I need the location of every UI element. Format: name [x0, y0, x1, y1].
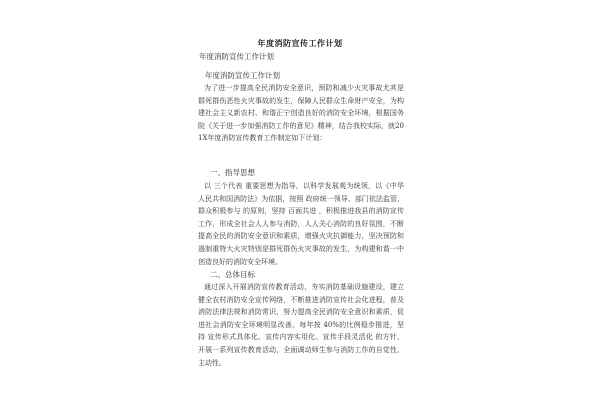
intro-paragraph: 为了进一步提高全民消防安全意识，预防和减少火灾事故尤其是群死群伤恶性火灾事故的发生，保障人民群众生命财产安全，为构建社会主义新农村、和谐正宁创造良好的消防安全环境，根据国务院《关于进一步加强消防工作的意见》精神，结合我校实际，就201X年度消防宣传教育工作制定如下计划： — [198, 84, 404, 143]
document-subtitle: 年度消防宣传工作计划 — [199, 52, 274, 61]
inner-title: 年度消防宣传工作计划 — [205, 71, 280, 80]
document-title: 年度消防宣传工作计划 — [257, 38, 343, 48]
section-body-1: 以 三个代表 重要思想为指导，以科学发展观为统领，以《中华人民共和国消防法》为依据，按照 政府统一领导、部门依法监管，群众积极参与 的原则，坚持 百面共进 ，积极推进我县的消防宣传工作，形成全社会人人参与消防，人人关心消防的良好氛围，不断提高全民的消防安全意识和素质，增强火灾抗御能力，坚决预防和遏制重特大火灾特别是群死群伤火灾事故的发生，为构建和谐一中创造良好的消防安全环境。 — [198, 182, 404, 266]
section-heading-2: 二、总体目标 — [210, 270, 255, 279]
section-body-2: 通过深入开展消防宣传教育活动，夯实消防基础设施建设，建立健全农村消防安全宣传网络，不断推进消防宣传社会化进程，普及消防法律法规和消防常识，努力提高全民消防安全意识和素质，促进社会消防安全环境明显改善。每年按 40%的比例稳步推进，坚持 宣传形式具体化、宣传内容实用化、宣传手段灵活化 的方针，开展一系列宣传教育活动，全面调动师生参与消防工作的自觉性、主动性。 — [198, 283, 404, 367]
section-heading-1: 一、指导思想 — [210, 168, 255, 177]
